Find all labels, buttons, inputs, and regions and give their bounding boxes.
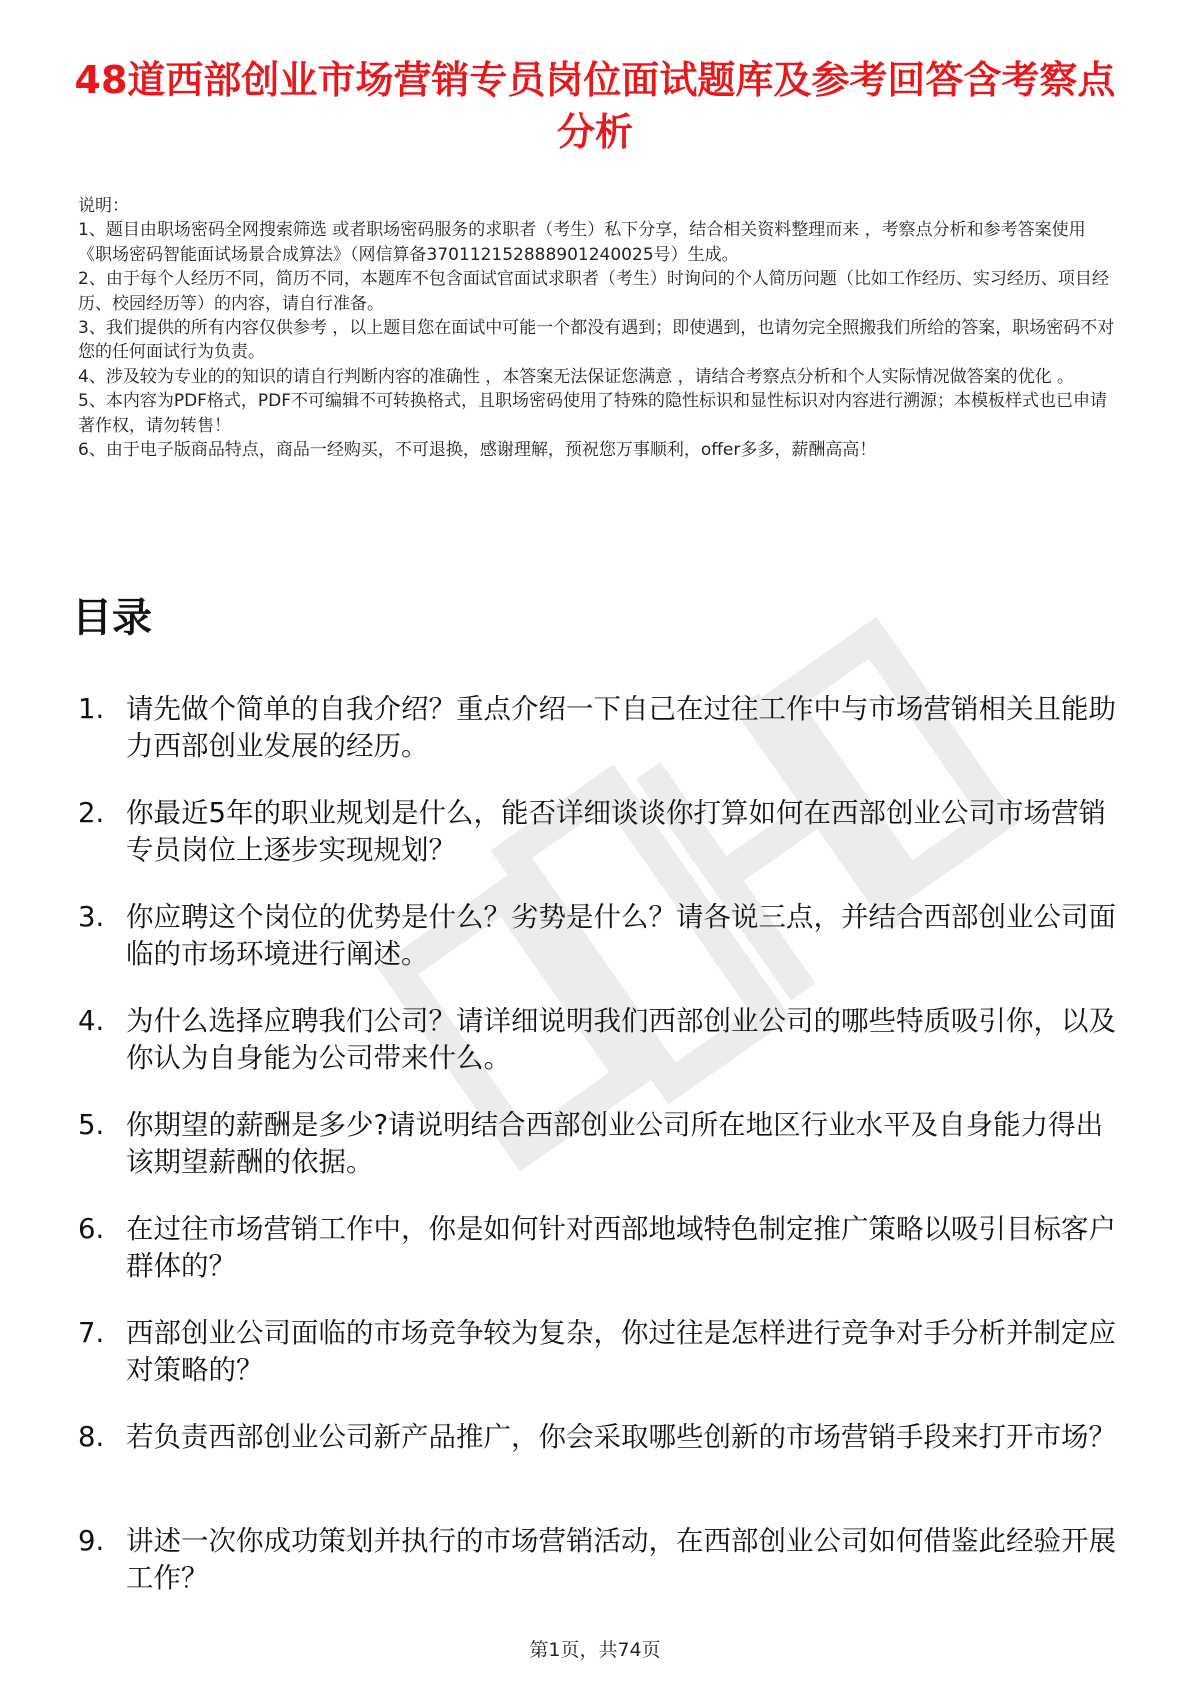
toc-heading: 目录: [72, 595, 152, 641]
toc-item-text: 在过往市场营销工作中，你是如何针对西部地域特色制定推广策略以吸引目标客户群体的？: [126, 1213, 1116, 1282]
toc-list: [78, 691, 1120, 1627]
note-item-4: 4、涉及较为专业的的知识的请自行判断内容的准确性 ，本答案无法保证您满意 ，请结合考察点分析和个人实际情况做答案的优化 。: [78, 366, 1075, 387]
toc-item[interactable]: [78, 1211, 1120, 1315]
note-item-5: 5、本内容为PDF格式，PDF不可编辑不可转换格式，且职场密码使用了特殊的隐性标识和显性标识对内容进行溯源；本模板样式也已申请著作权，请勿转售！: [78, 391, 1108, 436]
toc-item[interactable]: [78, 1107, 1120, 1211]
toc-item[interactable]: [78, 795, 1120, 899]
toc-item-number: 2.: [78, 797, 105, 829]
toc-item-number: 3.: [78, 901, 105, 933]
toc-item-text: 请先做个简单的自我介绍？重点介绍一下自己在过往工作中与市场营销相关且能助力西部创业发展的经历。: [126, 693, 1116, 762]
toc-item-text: 为什么选择应聘我们公司？请详细说明我们西部创业公司的哪些特质吸引你，以及你认为自身能为公司带来什么。: [126, 1005, 1116, 1074]
toc-item[interactable]: [78, 1523, 1120, 1627]
toc-item-text: 你最近5年的职业规划是什么，能否详细谈谈你打算如何在西部创业公司市场营销专员岗位上逐步实现规划？: [126, 797, 1106, 866]
toc-item[interactable]: [78, 1003, 1120, 1107]
toc-item-text: 你应聘这个岗位的优势是什么？劣势是什么？请各说三点，并结合西部创业公司面临的市场环境进行阐述。: [126, 901, 1116, 970]
document-title: 48道西部创业市场营销专员岗位面试题库及参考回答含考察点分析: [74, 58, 1116, 154]
toc-item[interactable]: [78, 899, 1120, 1003]
note-item-6: 6、由于电子版商品特点，商品一经购买，不可退换，感谢理解，预祝您万事顺利，offer多多，薪酬高高！: [78, 440, 877, 461]
toc-item-number: 1.: [78, 693, 105, 725]
toc-item-number: 4.: [78, 1005, 105, 1037]
notes-heading: 说明：: [78, 196, 129, 216]
page-footer: 第1页，共74页: [529, 1639, 661, 1661]
toc-item[interactable]: [78, 1419, 1120, 1523]
toc-item-text: 你期望的薪酬是多少?请说明结合西部创业公司所在地区行业水平及自身能力得出该期望薪酬的依据。: [126, 1109, 1104, 1178]
note-item-2: 2、由于每个人经历不同，简历不同，本题库不包含面试官面试求职者（考生）时询问的个人简历问题（比如工作经历、实习经历、项目经历、校园经历等）的内容，请自行准备。: [78, 269, 1109, 314]
toc-item-text: 讲述一次你成功策划并执行的市场营销活动，在西部创业公司如何借鉴此经验开展工作？: [126, 1525, 1116, 1594]
note-item-1: 1、题目由职场密码全网搜索筛选 或者职场密码服务的求职者（考生）私下分享，结合相关资料整理而来 ，考察点分析和参考答案使用《职场密码智能面试场景合成算法》（网信算备370112152888901240025号）生成。: [78, 220, 1086, 265]
toc-item-number: 8.: [78, 1421, 105, 1453]
note-item-3: 3、我们提供的所有内容仅供参考 ，以上题目您在面试中可能一个都没有遇到；即使遇到，也请勿完全照搬我们所给的答案，职场密码不对您的任何面试行为负责。: [78, 318, 1115, 363]
toc-item-number: 7.: [78, 1317, 105, 1349]
toc-item[interactable]: [78, 691, 1120, 795]
notes-section: [78, 194, 1118, 462]
toc-item-text: 西部创业公司面临的市场竞争较为复杂，你过往是怎样进行竞争对手分析并制定应对策略的？: [126, 1317, 1116, 1386]
toc-item-number: 5.: [78, 1109, 105, 1141]
toc-item[interactable]: [78, 1315, 1120, 1419]
toc-item-number: 9.: [78, 1525, 105, 1557]
toc-item-number: 6.: [78, 1213, 105, 1245]
toc-item-text: 若负责西部创业公司新产品推广，你会采取哪些创新的市场营销手段来打开市场？: [126, 1421, 1116, 1453]
